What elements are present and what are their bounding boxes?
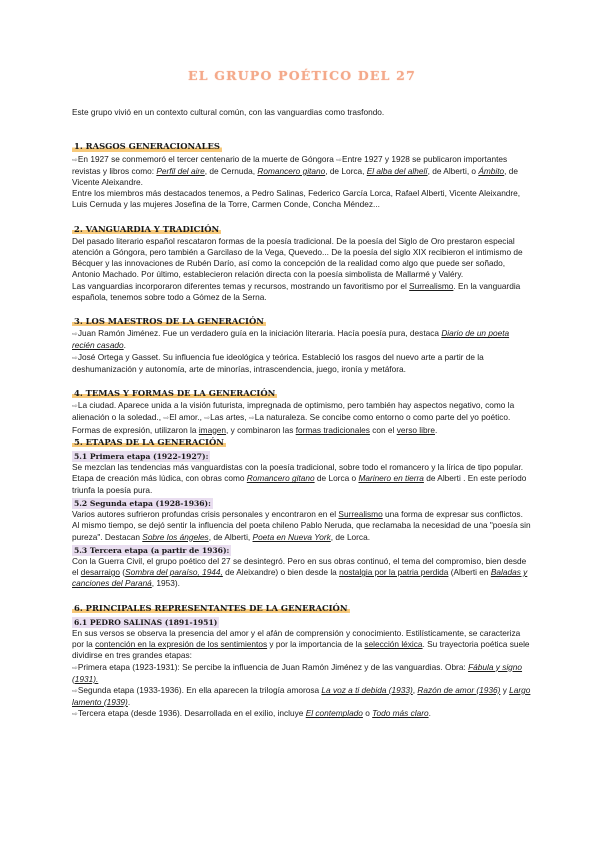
link-el-alba-del-alheli[interactable]: El alba del alhelí bbox=[366, 165, 428, 176]
section-3-heading: 3. LOS MAESTROS DE LA GENERACIÓN bbox=[74, 316, 264, 327]
arrow-icon: ⇨ bbox=[72, 711, 78, 719]
salinas-stage-2: ⇨Segunda etapa (1933-1936). En ella aparecen la trilogía amorosa La voz a ti debida (1933), Razón de amor (1936) y Largo lamento (1939). bbox=[72, 684, 531, 708]
link-ambito[interactable]: Ámbito bbox=[478, 165, 505, 176]
link-sobre-los-angeles[interactable]: Sobre los ángeles bbox=[142, 531, 209, 542]
link-nostalgia[interactable]: nostalgia por la patria perdida bbox=[339, 567, 449, 578]
link-diario-de-un-poeta[interactable]: Diario de un poeta recién casado bbox=[72, 328, 510, 351]
arrow-icon: ⇨ bbox=[72, 664, 78, 672]
arrow-icon: ⇨ bbox=[72, 156, 78, 164]
stage-2-paragraph: Varios autores sufrieron profundas crisis personales y encontraron en el Surrealismo una forma de expresar sus conflictos. Al mismo tiempo, se dejó sentir la influencia del poeta chileno Pablo Neruda, que reclamaba la necesidad de una "poesía sin pureza". Destacan Sobre los ángeles, de Alberti, Poeta en Nueva York, de Lorca. bbox=[72, 509, 531, 542]
section-1-members: Entre los miembros más destacados tenemos, a Pedro Salinas, Federico García Lorca, Rafael Alberti, Vicente Aleixandre, Luis Cernuda y las mujeres Josefina de la Torre, Carmen Conde, Concha Méndez... bbox=[72, 188, 521, 210]
section-1-paragraph: ⇨En 1927 se conmemoró el tercer centenario de la muerte de Góngora ⇨Entre 1927 y 1928 se publicaron importantes revistas y libros como: Perfil del aire, de Cernuda, Romancero gitano, de Lorca, El alba del alhelí, de Alberti, o Ámbito, de Vicente Aleixandre. bbox=[72, 153, 519, 188]
salinas-stage-3: ⇨Tercera etapa (desde 1936). Desarrollada en el exilio, incluye El contemplado o Todo más claro. bbox=[72, 708, 431, 719]
link-romancero-gitano[interactable]: Romancero gitano bbox=[257, 165, 326, 176]
link-imagen[interactable]: imagen bbox=[198, 424, 227, 435]
section-2-vanguard: Las vanguardias incorporaron diferentes temas y recursos, mostrando un favoritismo por el Surrealismo. En la vanguardia española, tenemos sobre todo a Gómez de la Serna. bbox=[72, 280, 521, 302]
stage-2-subheading: 5.2 Segunda etapa (1928-1936): bbox=[74, 498, 211, 508]
section-1-heading: 1. RASGOS GENERACIONALES bbox=[74, 141, 220, 152]
section-5-heading: 5. ETAPAS DE LA GENERACIÓN bbox=[74, 436, 224, 447]
link-formas-tradicionales[interactable]: formas tradicionales bbox=[295, 424, 370, 435]
link-romancero-gitano-2[interactable]: Romancero gitano bbox=[246, 473, 315, 484]
arrow-icon: ⇨ bbox=[163, 415, 170, 423]
intro-paragraph: Este grupo vivió en un contexto cultural común, con las vanguardias como trasfondo. bbox=[72, 107, 385, 118]
link-perfil-del-aire[interactable]: Perfil del aire bbox=[156, 165, 205, 176]
link-surrealismo[interactable]: Surrealismo bbox=[409, 280, 454, 291]
arrow-icon: ⇨ bbox=[72, 687, 78, 695]
arrow-icon: ⇨ bbox=[204, 415, 211, 423]
link-todo-mas-claro[interactable]: Todo más claro bbox=[372, 708, 429, 719]
section-6-heading: 6. PRINCIPALES REPRESENTANTES DE LA GENERACIÓN bbox=[74, 602, 348, 613]
link-razon-de-amor[interactable]: Razón de amor (1936) bbox=[417, 684, 501, 695]
link-sombra-del-paraiso[interactable]: Sombra del paraíso, 1944, bbox=[125, 567, 223, 578]
arrow-icon: ⇨ bbox=[336, 156, 343, 164]
link-fabula-y-signo[interactable]: Fábula y signo (1931). bbox=[72, 661, 523, 684]
link-la-voz-a-ti-debida[interactable]: La voz a ti debida (1933) bbox=[321, 684, 413, 695]
salinas-paragraph: En sus versos se observa la presencia del amor y el afán de comprensión y conocimiento. Estilísticamente, se caracteriza por la contención en la expresión de los sentimientos y por la importancia de la selección léxica. Su trayectoria poética suele dividirse en tres grandes etapas: bbox=[72, 627, 530, 661]
section-4-forms: Formas de expresión, utilizaron la imagen, y combinaron las formas tradicionales con el verso libre. bbox=[72, 424, 438, 435]
pedro-salinas-subheading: 6.1 PEDRO SALINAS (1891-1951) bbox=[74, 617, 218, 627]
section-4-themes: ⇨La ciudad. Aparece unida a la visión futurista, impregnada de optimismo, pero también hay aspectos negativo, como la alienación o la soledad., ⇨El amor., ⇨Las artes, ⇨La naturaleza. Se concibe como entorno o como parte del yo poético. bbox=[72, 400, 515, 423]
stage-3-subheading: 5.3 Tercera etapa (a partir de 1936): bbox=[74, 545, 230, 555]
link-largo-lamento[interactable]: Largo lamento (1939) bbox=[72, 684, 531, 708]
section-3-juan-ramon: ⇨Juan Ramón Jiménez. Fue un verdadero guía en la iniciación literaria. Hacía poesía pura, destaca Diario de un poeta recién casado. bbox=[72, 328, 510, 351]
link-baladas-y-canciones[interactable]: Baladas y canciones del Paraná bbox=[72, 567, 528, 589]
link-marinero-en-tierra[interactable]: Marinero en tierra bbox=[358, 473, 424, 484]
arrow-icon: ⇨ bbox=[248, 415, 255, 423]
arrow-icon: ⇨ bbox=[72, 331, 78, 339]
link-surrealismo-2[interactable]: Surrealismo bbox=[338, 509, 383, 520]
document-title: EL GRUPO POÉTICO DEL 27 bbox=[188, 68, 416, 83]
stage-3-paragraph: Con la Guerra Civil, el grupo poético del 27 se desintegró. Pero en sus obras continuó, el tema del compromiso, bien desde el desarraigo (Sombra del paraíso, 1944, de Aleixandre) o bien desde la nostalgia por la patria perdida (Alberti en Baladas y canciones del Paraná, 1953). bbox=[72, 555, 528, 589]
link-verso-libre[interactable]: verso libre bbox=[396, 424, 435, 435]
stage-1-paragraph: Se mezclan las tendencias más vanguardistas con la poesía tradicional, sobre todo el romancero y la lírica de tipo popular. Etapa de creación más lúdica, con obras como Romancero gitano de Lorca o Marinero en tierra de Alberti . En este período triunfa la poesía pura. bbox=[72, 462, 527, 495]
salinas-stage-1: ⇨Primera etapa (1923-1931): Se percibe la influencia de Juan Ramón Jiménez y de las vanguardias. Obra: Fábula y signo (1931). bbox=[72, 661, 523, 684]
section-3-ortega: ⇨José Ortega y Gasset. Su influencia fue ideológica y teórica. Estableció los rasgos del nuevo arte a partir de la deshumanización y autonomía, arte de minorías, intrascendencia, juego, ironía y metáfora. bbox=[72, 351, 484, 374]
document-page bbox=[72, 70, 532, 721]
arrow-icon: ⇨ bbox=[72, 354, 78, 362]
link-seleccion-lexica[interactable]: selección léxica bbox=[364, 639, 423, 650]
section-2-heading: 2. VANGUARDIA Y TRADICIÓN bbox=[74, 223, 220, 234]
link-poeta-en-nueva-york[interactable]: Poeta en Nueva York bbox=[252, 531, 331, 542]
stage-1-subheading: 5.1 Primera etapa (1922-1927): bbox=[74, 452, 209, 462]
link-desarraigo[interactable]: desarraigo bbox=[80, 567, 120, 578]
arrow-icon: ⇨ bbox=[72, 403, 78, 411]
section-4-heading: 4. TEMAS Y FORMAS DE LA GENERACIÓN bbox=[74, 388, 276, 399]
link-contencion[interactable]: contención en la expresión de los sentimientos bbox=[95, 639, 268, 650]
link-el-contemplado[interactable]: El contemplado bbox=[305, 708, 363, 719]
section-2-paragraph: Del pasado literario español rescataron formas de la poesía tradicional. De la poesía del Siglo de Oro prestaron especial atención a Góngora, pero también a Garcilaso de la Vega, Quevedo... De la poesía del siglo XIX recibieron el intimismo de Bécquer y las innovaciones de Rubén Darío, así como la concepción de la realidad como algo que puede ser soñado, Antonio Machado. Por último, establecieron relación directa con la poesía simbolista de Mallarmé y Valéry. bbox=[72, 235, 523, 280]
